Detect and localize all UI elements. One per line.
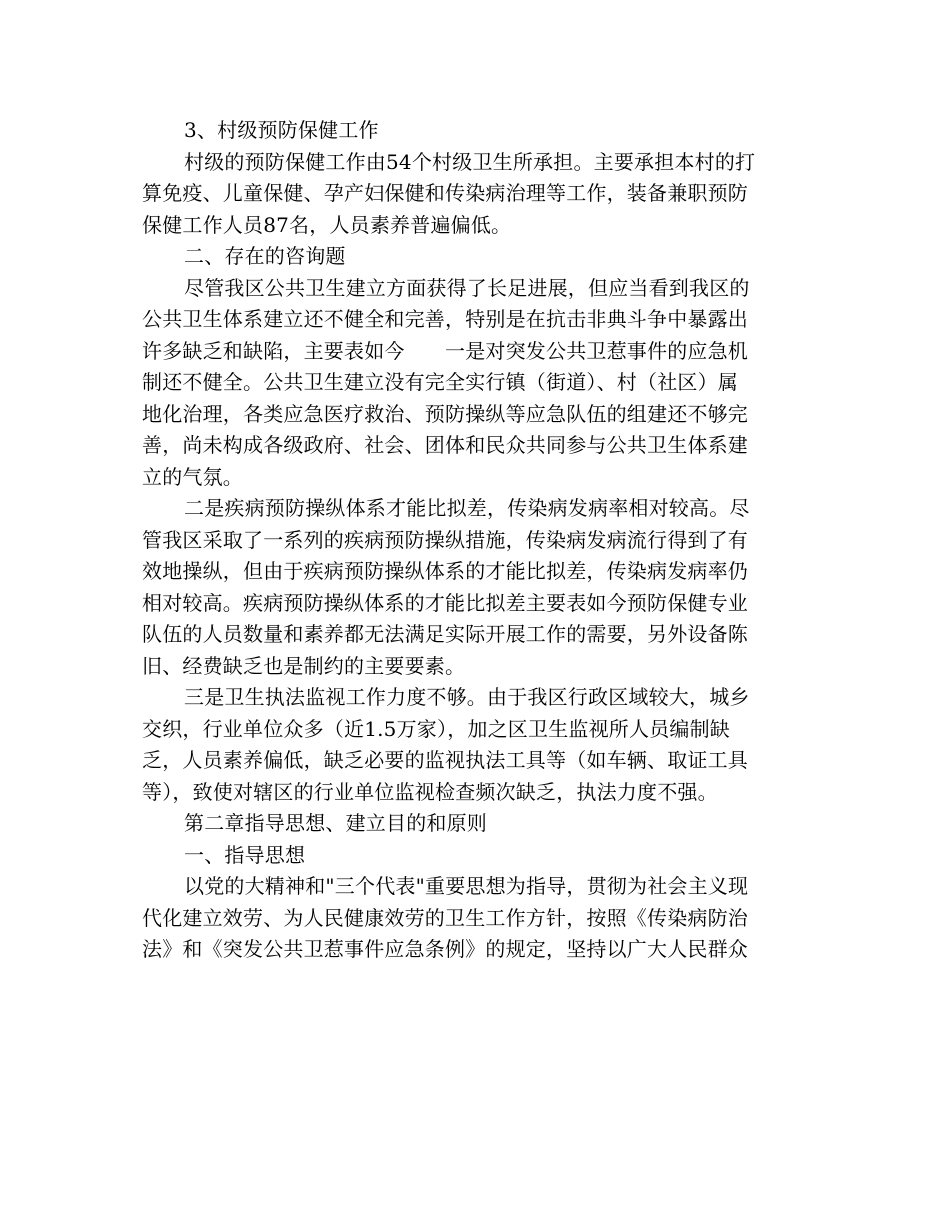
text-line: 制还不健全。公共卫生建立没有完全实行镇（街道）、村（社区）属 [142,370,738,394]
text-line: 算免疫、儿童保健、孕产妇保健和传染病治理等工作，装备兼职预防 [142,181,748,205]
text-line: 队伍的人员数量和素养都无法满足实际开展工作的需要，另外设备陈 [142,622,748,646]
text-line: 尽管我区公共卫生建立方面获得了长足进展，但应当看到我区的 [184,275,750,300]
text-line: 一、指导思想 [184,842,306,867]
text-line: 保健工作人员87名，人员素养普遍偏低。 [142,212,512,237]
text-line: 交织，行业单位众多（近1.5万家），加之区卫生监视所人员编制缺 [142,716,731,741]
text-line: 管我区采取了一系列的疾病预防操纵措施，传染病发病流行得到了有 [142,527,748,552]
document-body [142,115,812,966]
text-line: 相对较高。疾病预防操纵体系的才能比拟差主要表如今预防保健专业 [142,590,748,615]
text-line: 村级的预防保健工作由54个村级卫生所承担。主要承担本村的打 [184,149,756,174]
text-line: 二、存在的咨询题 [184,244,346,268]
text-line: 立的气氛。 [142,464,243,489]
text-line: 法》和《突发公共卫惹事件应急条例》的规定，坚持以广大人民群众 [142,937,748,961]
text-line: 3、村级预防保健工作 [184,118,379,142]
text-line: 效地操纵，但由于疾病预防操纵体系的才能比拟差，传染病发病率仍 [142,559,748,583]
text-line: 以党的大精神和"三个代表"重要思想为指导，贯彻为社会主义现 [184,874,749,898]
text-line: 等），致使对辖区的行业单位监视检查频次缺乏，执法力度不强。 [142,779,718,804]
text-line: 代化建立效劳、为人民健康效劳的卫生工作方针，按照《传染病防治 [142,905,748,930]
text-line: 公共卫生体系建立还不健全和完善，特别是在抗击非典斗争中暴露出 [142,307,748,331]
text-line: 乏，人员素养偏低，缺乏必要的监视执法工具等（如车辆、取证工具 [142,748,748,772]
text-line: 善，尚未构成各级政府、社会、团体和民众共同参与公共卫生体系建 [142,433,748,457]
text-line: 旧、经费缺乏也是制约的主要要素。 [142,653,466,678]
text-line: 二是疾病预防操纵体系才能比拟差，传染病发病率相对较高。尽 [184,496,750,520]
text-line: 三是卫生执法监视工作力度不够。由于我区行政区域较大，城乡 [184,685,750,709]
text-line: 地化治理，各类应急医疗救治、预防操纵等应急队伍的组建还不够完 [142,401,748,426]
text-line: 许多缺乏和缺陷，主要表如今 一是对突发公共卫惹事件的应急机 [142,338,748,363]
text-line: 第二章指导思想、建立目的和原则 [184,811,487,835]
